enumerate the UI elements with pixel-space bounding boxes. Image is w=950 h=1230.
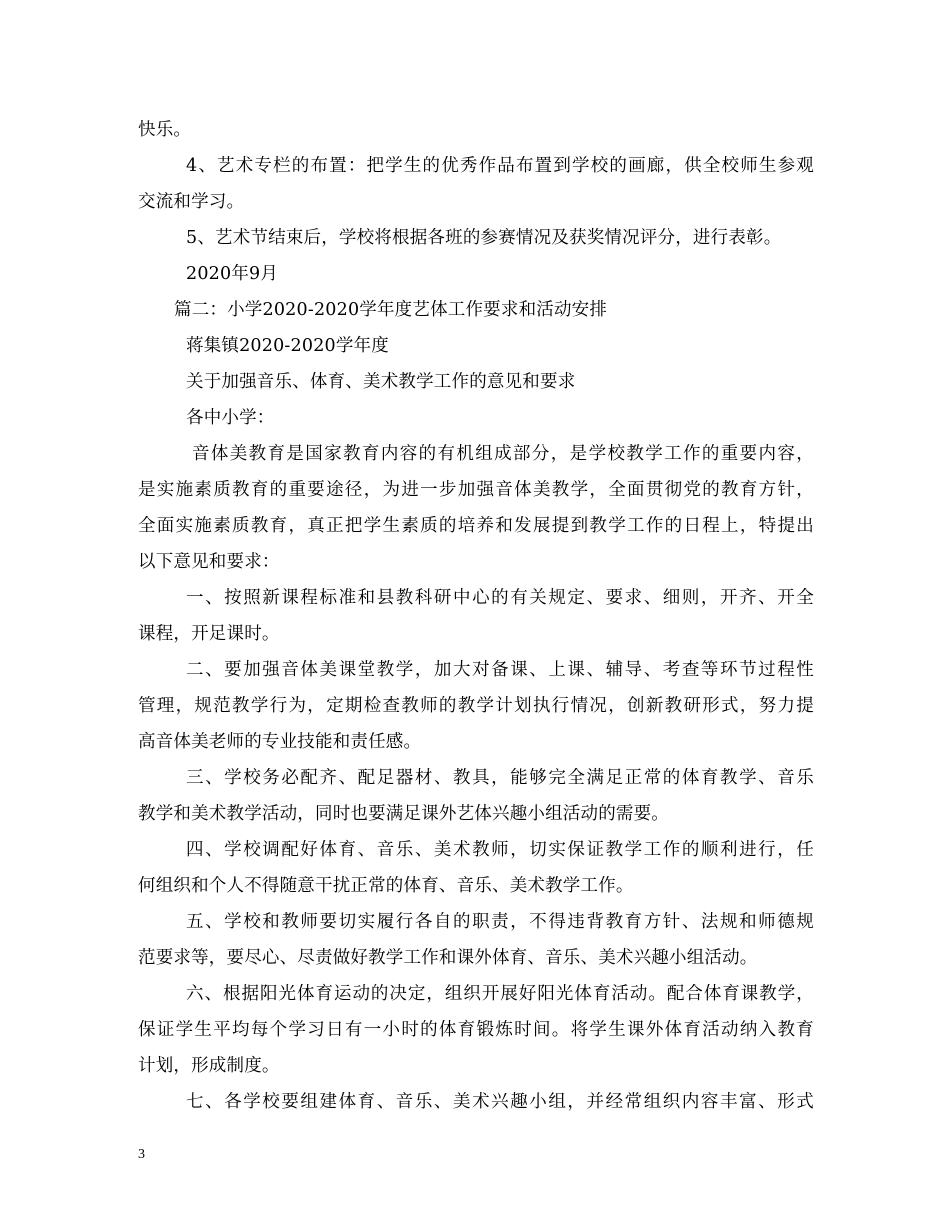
document-body (138, 112, 814, 1120)
section-heading: 篇二：小学2020-2020学年度艺体工作要求和活动安排 (174, 300, 608, 320)
text-line: 管理，规范教学行为，定期检查教师的教学计划执行情况，创新教研形式，努力提 (138, 696, 814, 716)
text-line: 快乐。 (138, 120, 192, 140)
page-number: 3 (138, 1147, 145, 1162)
text-line: 三、学校务必配齐、配足器材、教具，能够完全满足正常的体育教学、音乐 (186, 768, 814, 788)
text-line: 何组织和个人不得随意干扰正常的体育、音乐、美术教学工作。 (138, 876, 634, 896)
text-line: 六、根据阳光体育运动的决定，组织开展好阳光体育活动。配合体育课教学， (186, 984, 814, 1004)
text-line: 5、艺术节结束后，学校将根据各班的参赛情况及获奖情况评分，进行表彰。 (186, 228, 782, 248)
text-line: 关于加强音乐、体育、美术教学工作的意见和要求 (186, 372, 576, 392)
text-line: 音体美教育是国家教育内容的有机组成部分，是学校教学工作的重要内容， (192, 444, 814, 464)
text-line: 高音体美老师的专业技能和责任感。 (138, 732, 422, 752)
text-line: 范要求等，要尽心、尽责做好教学工作和课外体育、音乐、美术兴趣小组活动。 (138, 948, 758, 968)
text-line: 五、学校和教师要切实履行各自的职责，不得违背教育方针、法规和师德规 (186, 912, 814, 932)
text-line: 是实施素质教育的重要途径，为进一步加强音体美教学，全面贯彻党的教育方针， (138, 480, 814, 500)
text-line: 以下意见和要求： (138, 552, 280, 572)
text-line: 蒋集镇2020-2020学年度 (186, 336, 389, 356)
text-line: 四、学校调配好体育、音乐、美术教师，切实保证教学工作的顺利进行，任 (186, 840, 814, 860)
text-line: 全面实施素质教育，真正把学生素质的培养和发展提到教学工作的日程上，特提出 (138, 516, 814, 536)
text-line: 二、要加强音体美课堂教学，加大对备课、上课、辅导、考查等环节过程性 (186, 660, 814, 680)
text-line: 课程，开足课时。 (138, 624, 280, 644)
text-line: 七、各学校要组建体育、音乐、美术兴趣小组，并经常组织内容丰富、形式 (186, 1092, 814, 1112)
text-line: 一、按照新课程标准和县教科研中心的有关规定、要求、细则，开齐、开全 (186, 588, 814, 608)
text-line: 2020年9月 (186, 264, 279, 284)
text-line: 4、艺术专栏的布置：把学生的优秀作品布置到学校的画廊，供全校师生参观 (186, 156, 814, 176)
text-line: 教学和美术教学活动，同时也要满足课外艺体兴趣小组活动的需要。 (138, 804, 669, 824)
text-line: 交流和学习。 (138, 192, 245, 212)
text-line: 各中小学： (186, 408, 275, 428)
text-line: 保证学生平均每个学习日有一小时的体育锻炼时间。将学生课外体育活动纳入教育 (138, 1020, 814, 1040)
text-line: 计划，形成制度。 (138, 1056, 280, 1076)
